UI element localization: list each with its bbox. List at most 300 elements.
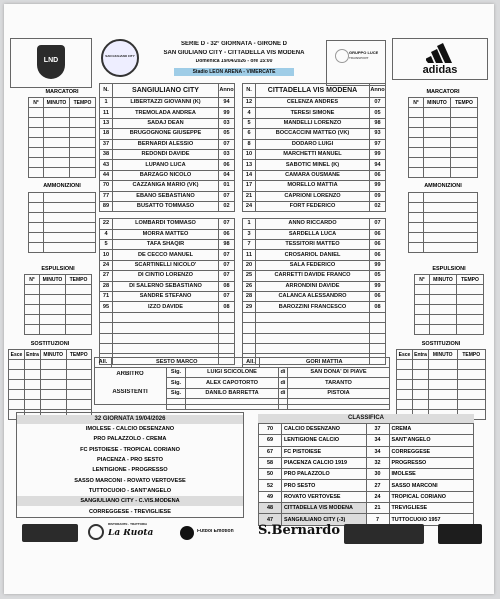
player-row bbox=[243, 229, 386, 239]
player-number: 25 bbox=[243, 271, 256, 281]
player-year: 94 bbox=[219, 98, 235, 108]
player-number: 12 bbox=[243, 98, 256, 108]
player-year: 05 bbox=[370, 271, 386, 281]
fixture-match: TUTTOCUOIO - SANT'ANGELO bbox=[88, 487, 172, 494]
player-row bbox=[100, 170, 235, 180]
player-number: 6 bbox=[243, 129, 256, 139]
sponsor-logo-box bbox=[326, 40, 386, 86]
wheel-icon bbox=[88, 524, 104, 540]
player-number: 70 bbox=[100, 181, 113, 191]
player-number: 4 bbox=[100, 229, 113, 239]
player-row bbox=[100, 108, 235, 118]
standings-row bbox=[259, 446, 474, 457]
player-number: 13 bbox=[100, 118, 113, 128]
player-year: 07 bbox=[219, 260, 235, 270]
player-number: 1 bbox=[100, 98, 113, 108]
right-ammonizioni-title: AMMONIZIONI bbox=[424, 183, 462, 189]
sponsor-3-name: Fútbol Emotion bbox=[197, 529, 234, 534]
sig-label: Sig. bbox=[167, 388, 186, 398]
di-label: di bbox=[279, 368, 288, 378]
player-name: SABOTIC MINEL (K) bbox=[256, 160, 370, 170]
adidas-stripes-icon bbox=[426, 43, 456, 63]
header-line1: SERIE D - 32° GIORNATA - GIRONE D bbox=[181, 41, 287, 47]
assistant2-city: PISTOIA bbox=[288, 388, 390, 398]
right-espulsioni-title: ESPULSIONI bbox=[432, 266, 466, 272]
adidas-wordmark: adidas bbox=[422, 65, 458, 76]
col-tempo: TEMPO bbox=[457, 350, 486, 360]
team-name: PRO PALAZZOLO bbox=[282, 469, 367, 480]
right-espulsioni-table bbox=[414, 274, 484, 335]
right-sostituzioni-table bbox=[396, 349, 486, 420]
player-name: DODARO LUIGI bbox=[256, 139, 370, 149]
team-points: 7 bbox=[366, 514, 389, 525]
team-name: CALCIO DESENZANO bbox=[282, 424, 367, 435]
player-year: 07 bbox=[219, 250, 235, 260]
fixture-row bbox=[17, 465, 243, 475]
club-crest bbox=[101, 39, 139, 77]
home-coach-label: All. bbox=[95, 358, 112, 368]
player-number: 24 bbox=[243, 201, 256, 211]
player-year: 07 bbox=[219, 191, 235, 201]
col-minuto: MINUTO bbox=[44, 98, 70, 108]
team-name: TROPICAL CORIANO bbox=[389, 491, 474, 502]
referee-label: ARBITRO bbox=[116, 371, 144, 377]
player-year: 98 bbox=[370, 118, 386, 128]
player-number: 5 bbox=[100, 240, 113, 250]
team-name: TREVIGLIESE bbox=[389, 503, 474, 514]
player-number: 77 bbox=[100, 191, 113, 201]
col-minuto: MINUTO bbox=[40, 275, 66, 285]
col-n: N° bbox=[29, 98, 44, 108]
left-ammonizioni-title: AMMONIZIONI bbox=[43, 183, 81, 189]
player-name: LUPANO LUCA bbox=[113, 160, 219, 170]
spacer-row bbox=[100, 212, 235, 219]
player-number: 10 bbox=[243, 149, 256, 159]
player-name: SANDRE STEFANO bbox=[113, 292, 219, 302]
player-year: 08 bbox=[219, 281, 235, 291]
player-number: 11 bbox=[100, 108, 113, 118]
team-points: 27 bbox=[366, 480, 389, 491]
player-row bbox=[100, 250, 235, 260]
ball-icon bbox=[180, 526, 194, 540]
left-ammonizioni-table bbox=[28, 192, 96, 253]
player-row bbox=[243, 201, 386, 211]
sponsor-sub: TRAINSPORT bbox=[349, 57, 369, 60]
player-year: 06 bbox=[370, 250, 386, 260]
di-label: di bbox=[279, 388, 288, 398]
standings-row bbox=[259, 424, 474, 435]
player-name: SADAJ DEAN bbox=[113, 118, 219, 128]
player-number: 21 bbox=[243, 191, 256, 201]
player-year: 06 bbox=[219, 160, 235, 170]
player-year: 99 bbox=[370, 260, 386, 270]
col-tempo: TEMPO bbox=[457, 275, 484, 285]
player-name: ARRONDINI DAVIDE bbox=[256, 281, 370, 291]
standings-row bbox=[259, 457, 474, 468]
fixture-match: CORREGGESE - TREVIGLIESE bbox=[88, 508, 172, 515]
away-roster-header bbox=[243, 84, 386, 98]
player-year: 94 bbox=[370, 160, 386, 170]
player-year: 08 bbox=[219, 302, 235, 312]
assistant1-city: TARANTO bbox=[288, 378, 390, 388]
player-number: 28 bbox=[100, 281, 113, 291]
player-year: 07 bbox=[219, 219, 235, 229]
player-name: TAFA SHAQIR bbox=[113, 240, 219, 250]
player-name: SALA FEDERICO bbox=[256, 260, 370, 270]
standings-row bbox=[259, 491, 474, 502]
sponsor-2-sub: RISTORANTE · TRATTORIA bbox=[108, 523, 148, 526]
team-name: CREMA bbox=[389, 424, 474, 435]
di-label: di bbox=[279, 378, 288, 388]
assistant2-name: DANILO BARRETTA bbox=[186, 388, 279, 398]
player-year: 07 bbox=[370, 98, 386, 108]
col-entra: Entra bbox=[26, 351, 39, 358]
player-number: 71 bbox=[100, 292, 113, 302]
team-points: 34 bbox=[366, 435, 389, 446]
player-year: 02 bbox=[370, 201, 386, 211]
fixture-match: IMOLESE - CALCIO DESENZANO bbox=[85, 426, 175, 433]
player-number: 28 bbox=[243, 292, 256, 302]
col-esce: Esce bbox=[9, 350, 25, 360]
assistant1-name: ALEX CAPOTORTO bbox=[186, 378, 279, 388]
player-name: CROSARIOL DANIEL bbox=[256, 250, 370, 260]
col-minuto: MINUTO bbox=[430, 275, 457, 285]
left-sostituzioni-table bbox=[8, 349, 92, 420]
col-minuto: MINUTO bbox=[429, 350, 458, 360]
player-year: 06 bbox=[370, 240, 386, 250]
col-entra: Entra bbox=[414, 351, 427, 358]
player-name: MARCHETTI MANUEL bbox=[256, 149, 370, 159]
referee-city: SAN DONA' DI PIAVE bbox=[288, 368, 390, 378]
player-name: MANDELLI LORENZO bbox=[256, 118, 370, 128]
fixtures-title: 32 GIORNATA 19/04/2026 bbox=[17, 415, 243, 424]
col-tempo: TEMPO bbox=[70, 98, 96, 108]
player-number: 5 bbox=[243, 118, 256, 128]
player-number: 89 bbox=[100, 201, 113, 211]
fixtures-box bbox=[16, 412, 244, 518]
player-year: 93 bbox=[370, 129, 386, 139]
player-year: 08 bbox=[370, 302, 386, 312]
lnd-logo-text: LND bbox=[43, 57, 59, 64]
standings-row bbox=[259, 469, 474, 480]
sponsor-emblem-icon bbox=[335, 49, 349, 63]
col-minuto: MINUTO bbox=[424, 98, 451, 108]
player-year: 99 bbox=[370, 281, 386, 291]
player-number: 3 bbox=[243, 229, 256, 239]
player-name: CAPRIONI LORENZO bbox=[256, 191, 370, 201]
col-number: N. bbox=[100, 84, 113, 98]
player-row bbox=[100, 201, 235, 211]
player-row bbox=[243, 160, 386, 170]
player-row bbox=[243, 219, 386, 229]
player-year: 97 bbox=[370, 139, 386, 149]
player-name: SCARTINELLI NICOLO' bbox=[113, 260, 219, 270]
player-number: 4 bbox=[243, 108, 256, 118]
sponsor-4-name: S.Bernardo bbox=[258, 524, 341, 537]
left-espulsioni-title: ESPULSIONI bbox=[41, 266, 75, 272]
sponsor-6-logo bbox=[438, 524, 482, 544]
left-marcatori-title: MARCATORI bbox=[45, 89, 79, 95]
player-row bbox=[243, 250, 386, 260]
player-number: 8 bbox=[243, 139, 256, 149]
club-crest-text: SAN GIULIANO CITY bbox=[105, 55, 135, 58]
player-number: 22 bbox=[100, 219, 113, 229]
player-row bbox=[243, 98, 386, 108]
player-name: BRUGOGNONE GIUSEPPE bbox=[113, 129, 219, 139]
standings-row bbox=[259, 435, 474, 446]
right-marcatori-table bbox=[408, 97, 478, 178]
player-year: 98 bbox=[219, 240, 235, 250]
team-name: PRO SESTO bbox=[282, 480, 367, 491]
header-line2: SAN GIULIANO CITY - CITTADELLA VIS MODENA bbox=[163, 50, 305, 56]
team-points: 37 bbox=[366, 424, 389, 435]
team-name: PROGRESSO bbox=[389, 457, 474, 468]
team-name: SASSO MARCONI bbox=[389, 480, 474, 491]
fixture-match: PRO PALAZZOLO - CREMA bbox=[93, 436, 167, 443]
team-name: SANT'ANGELO bbox=[389, 435, 474, 446]
team-name: FC PISTOIESE bbox=[282, 446, 367, 457]
fixture-row bbox=[17, 434, 243, 444]
sponsor-5-logo bbox=[344, 524, 424, 544]
player-name: CALANCA ALESSANDRO bbox=[256, 292, 370, 302]
team-points: 21 bbox=[366, 503, 389, 514]
player-row bbox=[243, 108, 386, 118]
player-row bbox=[100, 271, 235, 281]
player-name: TREMOLADA ANDREA bbox=[113, 108, 219, 118]
player-number: 38 bbox=[100, 149, 113, 159]
fixture-row bbox=[17, 496, 243, 506]
team-points: 24 bbox=[366, 491, 389, 502]
fixture-match: SASSO MARCONI - ROVATO VERTOVESE bbox=[74, 477, 186, 484]
player-number: 13 bbox=[243, 160, 256, 170]
player-year: 99 bbox=[370, 181, 386, 191]
player-row bbox=[243, 292, 386, 302]
player-number: 10 bbox=[100, 250, 113, 260]
team-name: CORREGGESE bbox=[389, 446, 474, 457]
player-name: TERESI SIMONE bbox=[256, 108, 370, 118]
team-name: IMOLESE bbox=[389, 469, 474, 480]
team-points: 30 bbox=[366, 469, 389, 480]
player-row bbox=[243, 149, 386, 159]
player-name: BOCCACCINI MATTEO (VK) bbox=[256, 129, 370, 139]
player-year: 07 bbox=[219, 139, 235, 149]
player-number: 95 bbox=[100, 302, 113, 312]
player-row bbox=[100, 129, 235, 139]
team-name: PIACENZA CALCIO 1919 bbox=[282, 457, 367, 468]
player-name: MORELLO MATTIA bbox=[256, 181, 370, 191]
standings-row bbox=[259, 480, 474, 491]
player-year: 07 bbox=[370, 219, 386, 229]
fixtures-list bbox=[17, 424, 243, 517]
player-number: 26 bbox=[243, 281, 256, 291]
col-year: Anno bbox=[370, 84, 386, 98]
home-roster-header bbox=[100, 84, 235, 98]
player-name: SARDELLA LUCA bbox=[256, 229, 370, 239]
player-name: DE CECCO MANUEL bbox=[113, 250, 219, 260]
player-name: CAMARA OUSMANE bbox=[256, 170, 370, 180]
standings-table bbox=[258, 423, 474, 526]
player-name: BAROZZINI FRANCESCO bbox=[256, 302, 370, 312]
fixture-match: LENTIGIONE - PROGRESSO bbox=[92, 467, 168, 474]
player-row bbox=[243, 170, 386, 180]
col-year: Anno bbox=[219, 84, 235, 98]
player-row bbox=[243, 240, 386, 250]
player-row bbox=[243, 139, 386, 149]
team-points: 70 bbox=[259, 424, 282, 435]
player-row bbox=[100, 139, 235, 149]
col-tempo: TEMPO bbox=[66, 275, 92, 285]
standings-title: CLASSIFICA bbox=[258, 414, 474, 423]
player-number: 14 bbox=[243, 170, 256, 180]
away-team-name: CITTADELLA VIS MODENA bbox=[256, 84, 370, 98]
player-number: 29 bbox=[243, 302, 256, 312]
col-esce: Esce bbox=[397, 350, 413, 360]
stadium-label: Stadio LEON ARENA - VIMERCATE bbox=[174, 68, 294, 76]
team-name: LENTIGIONE CALCIO bbox=[282, 435, 367, 446]
player-year: 05 bbox=[370, 108, 386, 118]
team-points: 49 bbox=[259, 491, 282, 502]
lnd-logo-box bbox=[10, 38, 92, 88]
player-number: 20 bbox=[243, 260, 256, 270]
player-name: LOMBARDI TOMMASO bbox=[113, 219, 219, 229]
officials-table bbox=[166, 367, 390, 410]
col-n: N° bbox=[415, 275, 430, 285]
player-number: 24 bbox=[100, 260, 113, 270]
player-year: 09 bbox=[370, 191, 386, 201]
team-points: 52 bbox=[259, 480, 282, 491]
left-sostituzioni-title: SOSTITUZIONI bbox=[30, 341, 70, 347]
player-name: BARZAGO NICOLO bbox=[113, 170, 219, 180]
player-row bbox=[100, 149, 235, 159]
player-year: 99 bbox=[370, 149, 386, 159]
player-number: 37 bbox=[100, 139, 113, 149]
player-name: MORRA MATTEO bbox=[113, 229, 219, 239]
fixture-row bbox=[17, 486, 243, 496]
player-name: CARRETTI DAVIDE FRANCO bbox=[256, 271, 370, 281]
right-sostituzioni-title: SOSTITUZIONI bbox=[421, 341, 461, 347]
player-name: BUSATTO TOMMASO bbox=[113, 201, 219, 211]
team-points: 69 bbox=[259, 435, 282, 446]
player-number: 17 bbox=[243, 181, 256, 191]
fixture-row bbox=[17, 445, 243, 455]
fixture-row bbox=[17, 475, 243, 485]
player-row bbox=[100, 160, 235, 170]
player-name: DI SALERNO SEBASTIANO bbox=[113, 281, 219, 291]
fixture-match: FC PISTOIESE - TROPICAL CORIANO bbox=[80, 446, 180, 453]
player-row bbox=[100, 98, 235, 108]
sponsor-2-logo bbox=[88, 522, 158, 544]
header-line3: Domenica 19/04/2026 - ore 15:00 bbox=[195, 59, 273, 64]
player-name: LIBERTAZZI GIOVANNI (K) bbox=[113, 98, 219, 108]
player-row bbox=[100, 229, 235, 239]
home-coach-name: SESTO MARCO bbox=[112, 358, 243, 368]
player-row bbox=[100, 240, 235, 250]
player-number: 18 bbox=[100, 129, 113, 139]
player-year: 06 bbox=[219, 229, 235, 239]
player-name: FORT FEDERICO bbox=[256, 201, 370, 211]
player-year: 03 bbox=[219, 149, 235, 159]
away-coach-name: GORI MATTIA bbox=[259, 358, 390, 368]
fixture-row bbox=[17, 455, 243, 465]
player-name: CELENZA ANDRES bbox=[256, 98, 370, 108]
home-roster bbox=[99, 83, 235, 365]
player-row bbox=[243, 281, 386, 291]
right-ammonizioni-table bbox=[408, 192, 478, 253]
player-row bbox=[243, 191, 386, 201]
team-name: ROVATO VERTOVESE bbox=[282, 491, 367, 502]
col-number: N. bbox=[243, 84, 256, 98]
player-year: 06 bbox=[370, 292, 386, 302]
team-points: 48 bbox=[259, 503, 282, 514]
player-name: DI CINTIO LORENZO bbox=[113, 271, 219, 281]
sponsor-3-logo bbox=[180, 524, 246, 542]
team-name: TUTTOCUOIO 1957 bbox=[389, 514, 474, 525]
player-number: 1 bbox=[243, 219, 256, 229]
player-name: TESSITORI MATTEO bbox=[256, 240, 370, 250]
player-row bbox=[100, 181, 235, 191]
player-number: 43 bbox=[100, 160, 113, 170]
adidas-logo-box bbox=[392, 38, 488, 80]
away-roster bbox=[242, 83, 386, 365]
assistants-label: ASSISTENTI bbox=[112, 389, 148, 395]
player-name: CAZZANIGA MARIO (VK) bbox=[113, 181, 219, 191]
player-row bbox=[100, 260, 235, 270]
player-row bbox=[243, 118, 386, 128]
col-n: N° bbox=[25, 275, 40, 285]
team-points: 34 bbox=[366, 446, 389, 457]
fixture-row bbox=[17, 424, 243, 434]
team-points: 67 bbox=[259, 446, 282, 457]
team-name: CITTADELLA VIS MODENA bbox=[282, 503, 367, 514]
player-row bbox=[243, 129, 386, 139]
player-name: EBANO SEBASTIANO bbox=[113, 191, 219, 201]
match-sheet bbox=[4, 4, 494, 594]
right-marcatori-title: MARCATORI bbox=[426, 89, 460, 95]
player-row bbox=[100, 191, 235, 201]
sponsor-name: GRUPPO LUCE bbox=[349, 51, 379, 55]
sig-label: Sig. bbox=[167, 378, 186, 388]
team-points: 32 bbox=[366, 457, 389, 468]
player-year: 06 bbox=[370, 229, 386, 239]
col-n: N° bbox=[409, 98, 424, 108]
player-row bbox=[243, 260, 386, 270]
player-number: 27 bbox=[100, 271, 113, 281]
player-year: 05 bbox=[219, 129, 235, 139]
player-year: 04 bbox=[219, 170, 235, 180]
left-espulsioni-table bbox=[24, 274, 92, 335]
player-number: 7 bbox=[243, 240, 256, 250]
player-name: ANNO RICCARDO bbox=[256, 219, 370, 229]
team-name: SANGIULIANO CITY (-3) bbox=[282, 514, 367, 525]
player-row bbox=[243, 181, 386, 191]
player-name: IZZO DAVIDE bbox=[113, 302, 219, 312]
player-number: 11 bbox=[243, 250, 256, 260]
col-minuto: MINUTO bbox=[41, 350, 67, 360]
standings-row bbox=[259, 503, 474, 514]
player-row bbox=[243, 271, 386, 281]
player-name: REDONDI DAVIDE bbox=[113, 149, 219, 159]
player-number: 44 bbox=[100, 170, 113, 180]
fixture-row bbox=[17, 506, 243, 516]
player-row bbox=[243, 302, 386, 312]
sig-label: Sig. bbox=[167, 368, 186, 378]
player-name: BERNARDI ALESSIO bbox=[113, 139, 219, 149]
left-marcatori-table bbox=[28, 97, 96, 178]
player-year: 99 bbox=[219, 108, 235, 118]
team-points: 47 bbox=[259, 514, 282, 525]
team-points: 58 bbox=[259, 457, 282, 468]
player-year: 07 bbox=[219, 271, 235, 281]
